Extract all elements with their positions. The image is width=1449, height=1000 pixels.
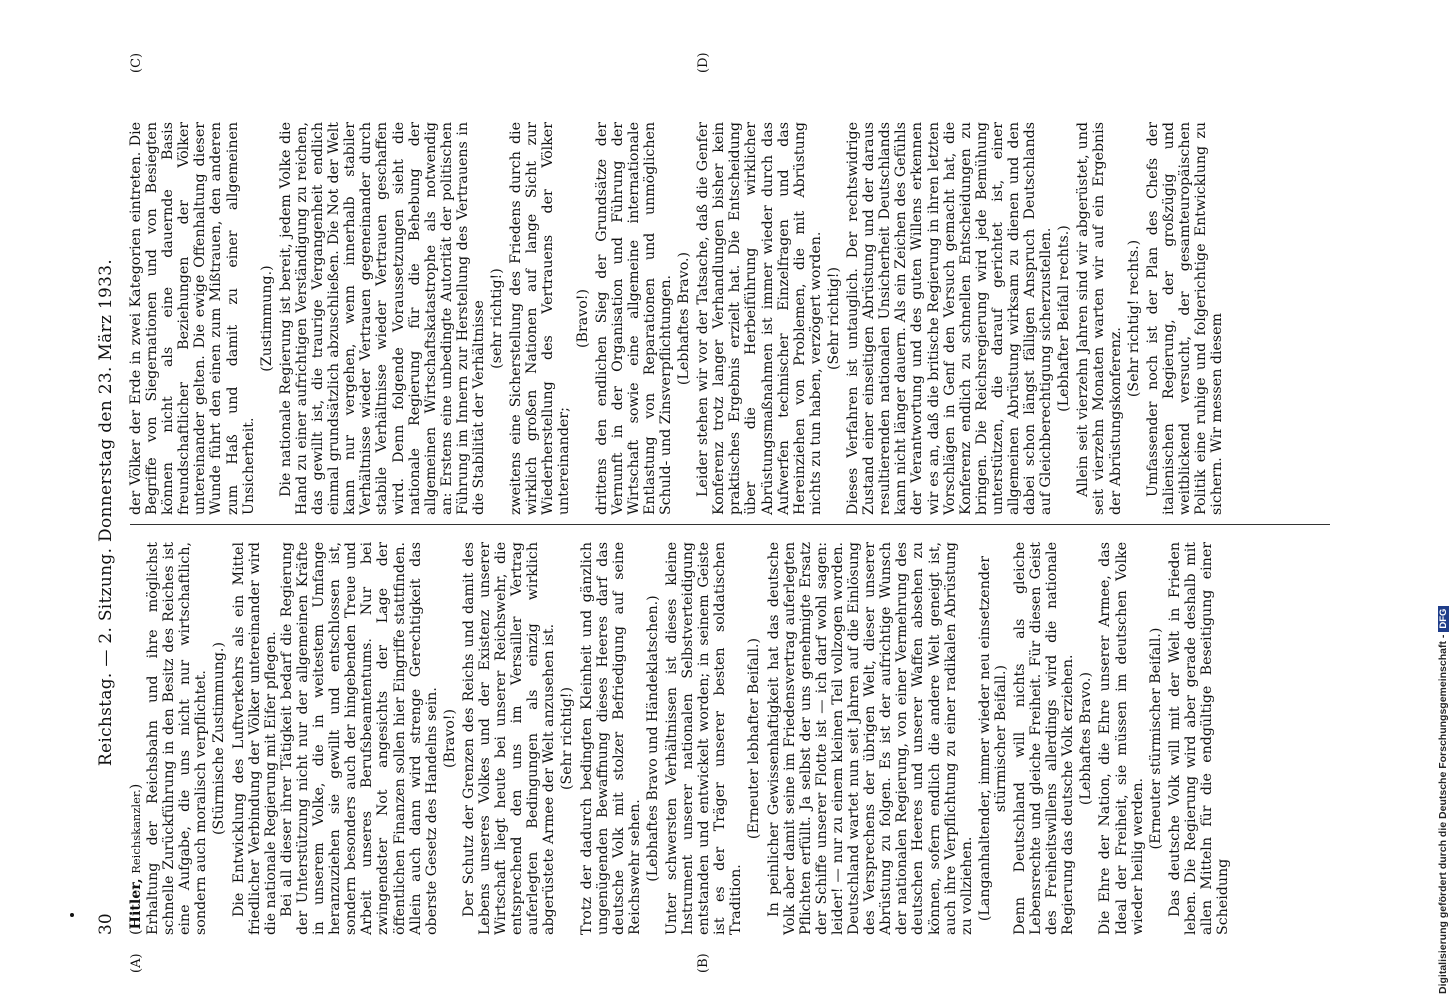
- page-header: [96, 90, 122, 935]
- paragraph: Die Ehre der Nation, die Ehre unserer Armee, das Ideal der Freiheit, sie müssen im deutschen Volke wieder heilig werden.: [1097, 542, 1146, 935]
- paragraph: Allein seit vierzehn Jahren sind wir abgerüstet, und seit vierzehn Monaten warten wir auf ein Ergebnis der Abrüstungskonferenz.: [1075, 122, 1124, 515]
- column-divider: [130, 524, 1330, 525]
- dfg-logo: DFG: [1438, 606, 1449, 632]
- reaction-note: (Sehr richtig! rechts.): [1125, 239, 1142, 398]
- speaker-name: Hitler,: [128, 878, 144, 930]
- reaction-note: (Lebhaftes Bravo.): [676, 251, 693, 386]
- paragraph: Die nationale Regierung ist bereit, jedem Volke die Hand zu einer aufrichtigen Verständigung zu reichen, das gewillt ist, die traurige Vergangenheit endlich einmal grundsätzlich abzuschließen. Die Not der Welt kann nur vergehen, wenn innerhalb stabiler Verhältnisse wieder Vertrauen gegeneinander durch stabile Verhältnisse wieder Vertrauen geschaffen wird. Denn folgende Voraussetzungen sieht die nationale Regierung für die Behebung der allgemeinen Wirtschaftskatastrophe als notwendig an: Erstens eine unbedingte Autorität der politischen Führung im Innern zur Herstellung des Vertrauens in die Stabilität der Verhältnisse: [277, 122, 487, 515]
- stray-dot: [70, 913, 74, 917]
- document-page: [96, 52, 1336, 973]
- margin-marker-c: (C): [129, 52, 144, 73]
- left-column: [128, 542, 1231, 935]
- reaction-note: (Bravo!): [574, 289, 591, 348]
- paragraph: Bei all dieser ihrer Tätigkeit bedarf die Regierung der Unterstützung nicht nur der allgemeinen Kräfte in unserem Volke, die in weitestem Umfange heranzuziehen sie gewillt und entschlossen ist, sondern besonders auch der hingebenden Treue und Arbeit unseres Berufsbeamtentums. Nur bei zwingendster Not angesichts der Lage der öffentlichen Finanzen sollen hier Eingriffe stattfinden. Allein auch dann wird strenge Gerechtigkeit das oberste Gesetz des Handelns sein.: [278, 542, 440, 935]
- reaction-note: (Erneuter stürmischer Beifall.): [1147, 627, 1164, 850]
- page-number: 30: [96, 913, 116, 935]
- paragraph: Umfassender noch ist der Plan des Chefs der italienischen Regierung, der großzügig und weitblickend versucht, der gesamteuropäischen Politik eine ruhige und folgerichtige Entwicklung zu sichern. Wir messen diesem: [1144, 122, 1226, 515]
- paragraph: Der Schutz der Grenzen des Reichs und damit des Lebens unseres Volkes und der Existenz unserer Wirtschaft liegt heute bei unserer Reichswehr, die entsprechend den uns im Versailler Vertrag auferlegten Bedingungen als einzig wirklich abgerüstete Armee der Welt anzusehen ist.: [460, 542, 558, 935]
- digitization-credit: [1437, 14, 1449, 994]
- speaker-role: Reichskanzler.: [129, 789, 143, 874]
- reaction-note: (Sehr richtig!): [559, 686, 576, 791]
- paragraph: Denn Deutschland will nichts als gleiche Lebensrechte und gleiche Freiheit. Für diesen Geist des Freiheitswillens allerdings wird die nationale Regierung das deutsche Volk erziehen.: [1011, 542, 1077, 935]
- reaction-note: (Erneuter lebhafter Beifall.): [746, 637, 763, 840]
- running-head: Reichstag. — 2. Sitzung. Donnerstag den 23. März 1933.: [96, 258, 116, 767]
- speaker-line: (Hitler, Reichskanzler.): [128, 783, 144, 935]
- paragraph: Dieses Verfahren ist untauglich. Der rechtswidrige Zustand einer einseitigen Abrüstung und der daraus resultierenden nationalen Unsicherheit Deutschlands kann nicht länger dauern. Als ein Zeichen des Gefühls der Verantwortung und des guten Willens erkennen wir es an, daß die britische Regierung in ihren letzten Vorschlägen in Genf den Versuch gemacht hat, die Konferenz endlich zu schnellen Entscheidungen zu bringen. Die Reichsregierung wird jede Bemühung unterstützen, die darauf gerichtet ist, einer allgemeinen Abrüstung wirksam zu dienen und den dabei schon längst fälligen Anspruch Deutschlands auf Gleichberechtigung sicherzustellen.: [845, 122, 1055, 515]
- paragraph: Erhaltung der Reichsbahn und ihre möglichst schnelle Zurückführung in den Besitz des Reiches ist eine Aufgabe, die uns nicht nur wirtschaftlich, sondern auch moralisch verpflichtet.: [145, 542, 210, 935]
- reaction-note: (Zustimmung.): [258, 265, 275, 372]
- right-column: [128, 122, 1225, 515]
- reaction-note: (Sehr richtig!): [825, 266, 842, 371]
- reaction-note: (Stürmische Zustimmung.): [211, 642, 228, 835]
- paragraph: Leider stehen wir vor der Tatsache, daß die Genfer Konferenz trotz langer Verhandlungen bisher kein praktisches Ergebnis erzielt hat. Die Entscheidung über die Herbeiführung wirklicher Abrüstungsmaßnahmen ist immer wieder durch das Aufwerfen technischer Einzelfragen und das Hereinziehen von Problemen, die mit Abrüstung nichts zu tun haben, verzögert worden.: [695, 122, 824, 515]
- paragraph: Unter schwersten Verhältnissen ist dieses kleine Instrument unserer nationalen Selbstverteidigung entstanden und entwickelt worden; in seinem Geiste ist es der Träger unserer besten soldatischen Tradition.: [664, 542, 745, 935]
- reaction-note: (Bravo!): [441, 709, 458, 768]
- paragraph: drittens den endlichen Sieg der Grundsätze der Vernunft in der Organisation und Führung der Wirtschaft sowie eine allgemeine internationale Entlastung von Reparationen und unmöglichen Schuld- und Zinsverpflichtungen.: [593, 122, 674, 515]
- reaction-note: (Lebhafter Beifall rechts.): [1056, 225, 1073, 412]
- paragraph: zweitens eine Sicherstellung des Friedens durch die wirklich großen Nationen auf lange Sicht zur Wiederherstellung des Vertrauens der Völker untereinander;: [508, 122, 573, 515]
- paragraph: Das deutsche Volk will mit der Welt in Frieden leben. Die Regierung wird aber gerade deshalb mit allen Mitteln für die endgültige Beseitigung einer Scheidung: [1166, 542, 1232, 935]
- reaction-note: (Langanhaltender, immer wieder neu einsetzender stürmischer Beifall.): [976, 555, 1009, 922]
- credit-text: Digitalisierung gefördert durch die Deutsche Forschungsgemeinschaft -: [1437, 634, 1449, 994]
- paragraph: Trotz der dadurch bedingten Kleinheit und gänzlich ungenügenden Bewaffnung dieses Heeres darf das deutsche Volk mit stolzer Befriedigung auf seine Reichswehr sehen.: [578, 542, 643, 935]
- margin-marker-a: (A): [129, 953, 144, 973]
- reaction-note: (Lebhaftes Bravo.): [1078, 671, 1095, 806]
- paragraph: Die Entwicklung des Luftverkehrs als ein Mittel friedlicher Verbindung der Völker untereinander wird die nationale Regierung mit Eifer pflegen.: [230, 542, 279, 935]
- paragraph: In peinlicher Gewissenhaftigkeit hat das deutsche Volk aber damit seine im Friedensvertrag auferlegten Pflichten erfüllt. Ja selbst der uns genehmigte Ersatz der Schiffe unserer Flotte ist — ich darf wohl sagen: leider! — nur zu einem kleinen Teil vollzogen worden. Deutschland wartet nun seit Jahren auf die Einlösung des Versprechens der übrigen Welt, dieser unserer Abrüstung zu folgen. Es ist der aufrichtige Wunsch der nationalen Regierung, von einer Vermehrung des deutschen Heeres und unserer Waffen absehen zu können, sofern endlich die andere Welt geneigt ist, auch ihre Verpflichtung zu einer radikalen Abrüstung zu vollziehen.: [765, 542, 975, 935]
- reaction-note: (sehr richtig!): [489, 268, 506, 369]
- reaction-note: (Lebhaftes Bravo und Händeklatschen.): [644, 595, 661, 882]
- margin-marker-d: (D): [696, 52, 711, 73]
- margin-marker-b: (B): [696, 953, 711, 973]
- paragraph: der Völker der Erde in zwei Kategorien eintreten. Die Begriffe von Siegernationen und von Besiegten können nicht als eine dauernde Basis freundschaftlicher Beziehungen der Völker untereinander gelten. Die ewige Offenhaltung dieser Wunde führt den einen zum Mißtrauen, den anderen zum Haß und damit zu einer allgemeinen Unsicherheit.: [128, 122, 257, 515]
